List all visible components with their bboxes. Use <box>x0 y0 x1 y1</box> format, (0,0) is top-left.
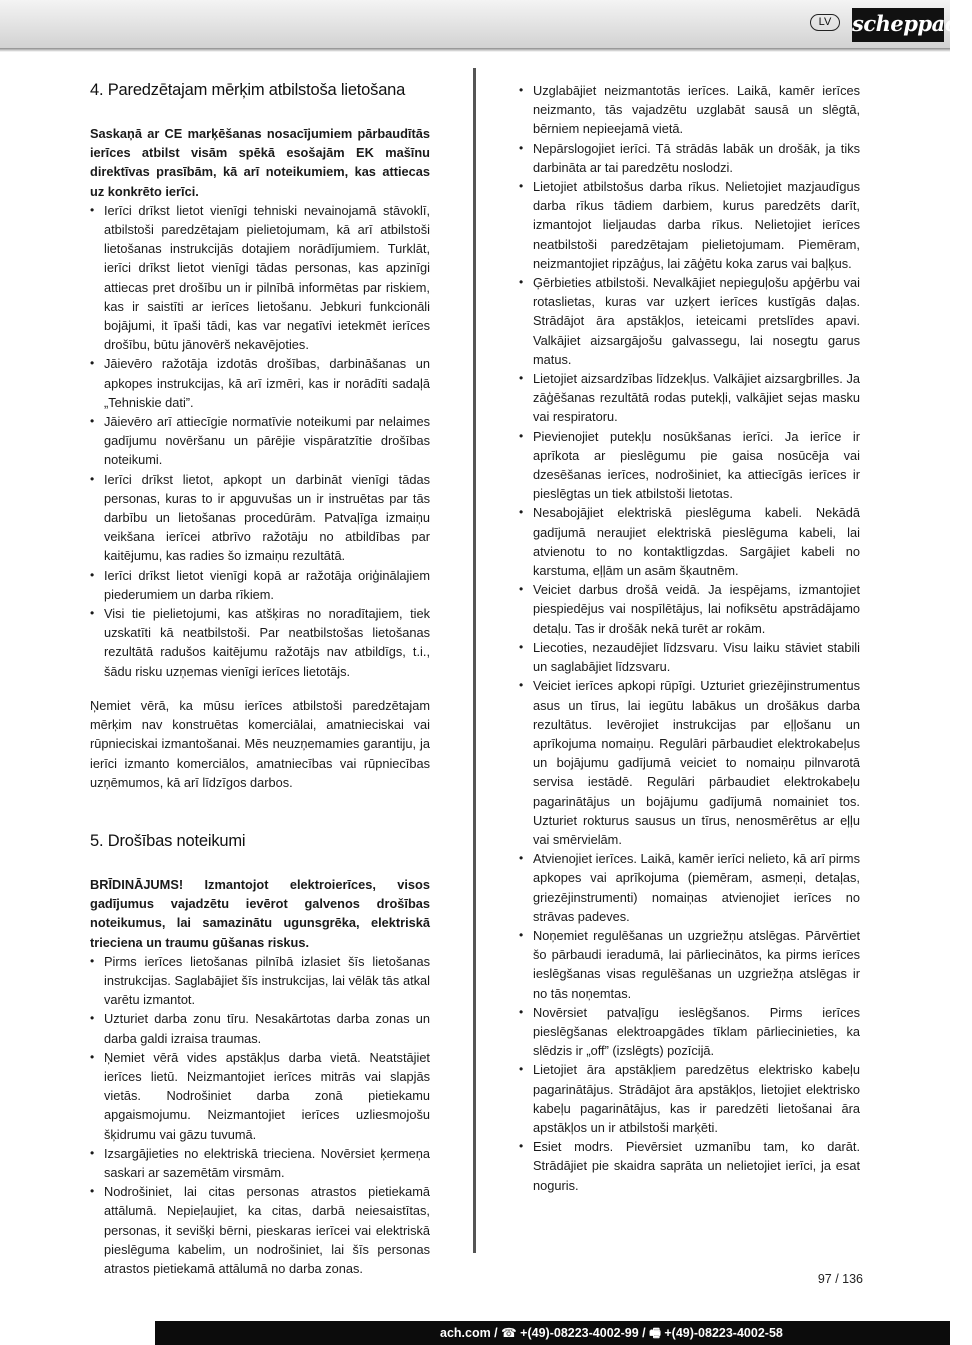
list-item: • Nodrošiniet, lai citas personas atrastos pietiekamā attālumā. Nepieļaujiet, ka citas, darbā neiesaistītas, personas, it sevišķi bērni, pieskaras ierīcei vai elektriskā pieslēguma kabelim, un nodrošiniet, lai šīs personas atrastos pietiekamā attālumā no darba zonas. <box>90 1182 430 1278</box>
left-column <box>90 79 430 1278</box>
list-item: • Lietojiet āra apstākļiem paredzētus elektrisko kabeļu pagarinātājus. Strādājot āra apstākļos, lietojiet elektrisko kabeļu pagarinātājus, kas ir paredzēti lietošanai āra apstākļos un ir atbilstoši marķēti. <box>519 1060 860 1137</box>
list-item: • Pievienojiet putekļu nosūkšanas ierīci. Ja ierīce ir aprīkota ar pieslēgumu pie gaisa nosūcēja vai dzesēšanas ierīces, nodrošiniet, ka attiecīgās ierīces ir pieslēgtas un tiek atbilstoši lietotas. <box>519 427 860 504</box>
page-number: 97 / 136 <box>817 1272 863 1286</box>
footer-contact: ach.com / ☎ +(49)-08223-4002-99 / 🖷 +(49)-08223-4002-58 <box>440 1326 783 1340</box>
list-item: • Nepārslogojiet ierīci. Tā strādās labāk un drošāk, ja tiks darbināta ar tai paredzētu noslodzi. <box>519 139 860 177</box>
list-item: • Nesabojājiet elektriskā pieslēguma kabeli. Nekādā gadījumā neraujiet elektriskā pieslēguma kabeli, lai atvienotu to no kontaktligzdas. Sargājiet kabeli no karstuma, eļļām un asām šķautnēm. <box>519 503 860 580</box>
list-item: • Izsargājieties no elektriskā trieciena. Novērsiet ķermeņa saskari ar sazemētām virsmām. <box>90 1144 430 1182</box>
list-item: • Ierīci drīkst lietot vienīgi tehniski nevainojamā stāvoklī, atbilstoši paredzētajam pielietojumam, kā arī atbilstoši lietošanas instrukcijās dotajiem norādījumiem. Turklāt, ierīci drīkst lietot vienīgi tādas personas, kas apzinīgi attiecas pret drošību un ir pilnībā informētas par riskiem, kas ir saistīti ar ierīces lietošanu. Jebkuri funkcionāli bojājumi, it īpaši tādi, kas var negatīvi ietekmēt ierīces drošību, būtu jānovērš nekavējoties. <box>90 201 430 355</box>
list-item: • Lietojiet atbilstošus darba rīkus. Nelietojiet mazjaudīgus darba rīkus tādiem darbiem, kurus paredzēts darīt, izmantojot lieljaudas darba rīkus. Nelietojiet ierīces neatbilstoši paredzētajam pielietojumam. Piemēram, neizmantojiet ripzāģus, lai zāģētu koka zarus vai baļķus. <box>519 177 860 273</box>
column-divider <box>473 68 476 1253</box>
header-shadow <box>0 48 950 52</box>
section-5-warning: BRĪDINĀJUMS! Izmantojot elektroierīces, visos gadījumus vajadzētu ievērot galvenos drošības noteikumus, lai samazinātu ugunsgrēka, elektriskā trieciena un traumu gūšanas riskus. <box>90 876 430 950</box>
list-item: • Jāievēro arī attiecīgie normatīvie noteikumi par nelaimes gadījumu novēršanu un pārējie vispāratzītie drošības noteikumi. <box>90 412 430 470</box>
section-4-list <box>90 201 430 681</box>
section-4-intro: Saskaņā ar CE marķēšanas nosacījumiem pārbaudītās ierīces atbilst visām spēkā esošajām EK mašīnu direktīvas prasībām, kā arī noteikumiem, kas attiecas uz konkrēto ierīci. <box>90 126 430 199</box>
page-header <box>0 0 950 48</box>
section-4-heading: 4. Paredzētajam mērķim atbilstoša lietošana <box>90 81 406 99</box>
list-item: • Ņemiet vērā vides apstākļus darba vietā. Neatstājiet ierīces lietū. Neizmantojiet ierīces mitrās vai slapjās vietās. Nodrošiniet darba zonā pietiekamu apgaismojumu. Neizmantojiet ierīces uzliesmojošu šķidrumu vai gāzu tuvumā. <box>90 1048 430 1144</box>
section-5-heading: 5. Drošības noteikumi <box>90 831 246 850</box>
footer-blank <box>0 1321 155 1345</box>
list-item: • Novērsiet patvaļīgu ieslēgšanos. Pirms ierīces pieslēgšanas elektroapgādes tīklam pārliecinieties, ka slēdzis ir „off” (izslēgts) pozīcijā. <box>519 1003 860 1061</box>
section-4-note: Ņemiet vērā, ka mūsu ierīces atbilstoši paredzētajam mērķim nav konstruētas komerciālai, amatnieciskai vai rūpnieciskai izmantošanai. Mēs neuzņemamies garantiju, ja ierīci izmanto komerciālos, amatniecības vai rūpniecības uzņēmumos, kā arī līdzīgos darbos. <box>90 697 430 790</box>
list-item: • Pirms ierīces lietošanas pilnībā izlasiet šīs lietošanas instrukcijas. Saglabājiet šīs instrukcijas, lai vēlāk tās atkal varētu izmantot. <box>90 952 430 1010</box>
list-item: • Lietojiet aizsardzības līdzekļus. Valkājiet aizsargbrilles. Ja zāģēšanas rezultātā rodas putekļi, valkājiet sejas masku vai respiratoru. <box>519 369 860 427</box>
list-item: • Uzturiet darba zonu tīru. Nesakārtotas darba zonas un darba galdi izraisa traumas. <box>90 1009 430 1047</box>
list-item: • Veiciet darbus drošā veidā. Ja iespējams, izmantojiet piespiedējus vai nospīlētājus, lai nofiksētu apstrādājamo detaļu. Tas ir drošāk nekā turēt ar rokām. <box>519 580 860 638</box>
list-item: • Uzglabājiet neizmantotās ierīces. Laikā, kamēr ierīces neizmanto, tās vajadzētu uzglabāt sausā un slēgtā, bērniem nepieejamā vietā. <box>519 81 860 139</box>
list-item: • Atvienojiet ierīces. Laikā, kamēr ierīci nelieto, kā arī pirms apkopes vai aprīkojuma (piemēram, asmeņi, detaļas, griezējinstrumenti) nomaiņas atvienojiet ierīces no strāvas padeves. <box>519 849 860 926</box>
list-item: • Ierīci drīkst lietot, apkopt un darbināt vienīgi tādas personas, kuras to ir apguvušas un ir instruētas par tās darbību un lietošanas procedūrām. Patvaļīga izmaiņu veikšana ierīcei atbrīvo ražotāju no atbildības par kaitējumu, kas radies šo izmaiņu rezultātā. <box>90 470 430 566</box>
right-column <box>519 81 860 1195</box>
list-item: • Ģērbieties atbilstoši. Nevalkājiet nepieguļošu apģērbu vai rotaslietas, kuras var uzķert ierīces kustīgās daļas. Strādājot āra apstākļos, ieteicami pretslīdes apavi. Valkājiet aizsargājošu galvassegu, lai nosegtu garus matus. <box>519 273 860 369</box>
list-item: • Noņemiet regulēšanas un uzgriežņu atslēgas. Pārvērtiet šo pārbaudi ieradumā, lai pārliecinātos, ka pirms ierīces ieslēgšanas visas regulēšanas un uzgriežņa atslēgas ir no tās noņemtas. <box>519 926 860 1003</box>
section-5-list-right <box>519 81 860 1195</box>
list-item: • Ierīci drīkst lietot vienīgi kopā ar ražotāja oriģinālajiem piederumiem un darba rīkiem. <box>90 566 430 604</box>
section-5-list-left <box>90 952 430 1278</box>
list-item: • Jāievēro ražotāja izdotās drošības, darbināšanas un apkopes instrukcijas, kā arī izmēri, kas ir norādīti sadaļā „Tehniskie dati”. <box>90 354 430 412</box>
scheppach-logo: scheppach <box>852 8 944 42</box>
list-item: • Liecoties, nezaudējiet līdzsvaru. Visu laiku stāviet stabili un saglabājiet līdzsvaru. <box>519 638 860 676</box>
list-item: • Visi tie pielietojumi, kas atšķiras no noradītajiem, tiek uzskatīti kā neatbilstoši. Par neatbilstošas lietošanas rezultātā radušos kaitējumu ražotājs nav atbildīgs, t.i., šādu risku uzņemas vienīgi ierīces lietotājs. <box>90 604 430 681</box>
list-item: • Esiet modrs. Pievērsiet uzmanību tam, ko darāt. Strādājiet pie skaidra saprāta un nelietojiet ierīci, ja esat noguris. <box>519 1137 860 1195</box>
language-badge: LV <box>810 14 840 31</box>
list-item: • Veiciet ierīces apkopi rūpīgi. Uzturiet griezējinstrumentus asus un tīrus, lai iegūtu labākus un drošākus darba rezultātus. Ievērojiet instrukcijas par eļļošanu un aprīkojuma nomaiņu. Regulāri pārbaudiet elektrokabeļus un bojājumu gadījumā veiciet to nomaiņu pilnvarotā servisa iestādē. Regulāri pārbaudiet elektrokabeļu pagarinātājus un bojājumu gadījumā nomainiet tos. Uzturiet rokturus sausus un tīrus, nenosmērētus ar eļļu vai smērvielām. <box>519 676 860 849</box>
